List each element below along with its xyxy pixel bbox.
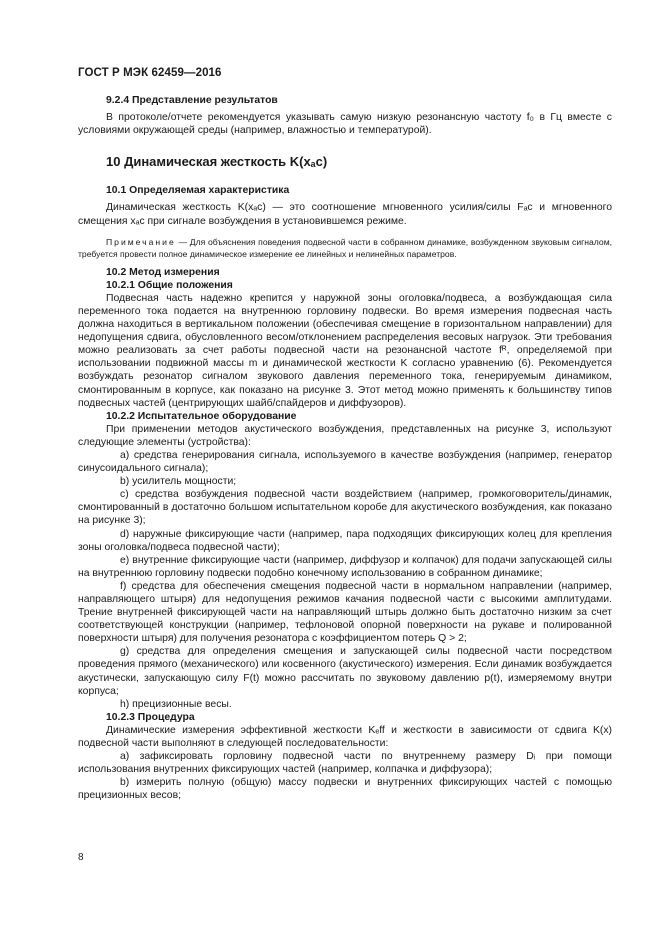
list-item: g) средства для определения смещения и запускающей силы подвесной части посредством проведения прямого (механического) или косвенного (акустического) измерения. Если динамик возбуждается акустически, запускающую силу F(t) можно рассчитать по звуковому давлению p(t), измеряемому внутри корпуса; [78,646,612,697]
list-item: с) средства возбуждения подвесной части воздействием (например, громкоговоритель/динамик, смонтированный в достаточно большом испытательном коробе для акустического возбуждения, как показано на рисунке 3); [78,489,612,527]
section-10-2-2-heading: 10.2.2 Испытательное оборудование [106,410,297,422]
section-10-2-1-paragraph: Подвесная часть надежно крепится у наружной зоны оголовка/подвеса, а возбуждающая сила переменного тока подается на внутреннюю горловину подвески. Во время измерения подвесная часть должна находиться в вертикальном положении (обеспечивая смещение в горизонтальном направлении) для недопущения сдвига, обусловленного весом/отклонением распределения весовых нагрузок. Эти требования можно реализовать за счет работы подвесной части на резонансной частоте fᴿ, определяемой при использовании подвижной массы m и динамической жесткости K согласно уравнению (6). Рекомендуется возбуждать резонатор сигналом звукового давления переменного тока, генерируемым динамиком, смонтированным в корпусе, как показано на рисунке 3. Этот метод можно применять к большинству типов подвесных частей (центрирующих шайб/спайдеров и диффузоров). [78,292,612,409]
list-item: f) средства для обеспечения смещения подвесной части в нормальном направлении (например, направляющего штыря) для недопущения режимов качания подвесной части с высокими амплитудами. Трение внутренней фиксирующей части на направляющий штырь должно быть достаточно низким за счет соответствующей конструкции (например, тефлоновой опорной поверхности на рукаве и полированной поверхности штыря) для получения резонатора с коэффициентом потерь Q > 2; [78,580,612,645]
section-10-1-paragraph: Динамическая жесткость K(xₐᴄ) — это соотношение мгновенного усилия/силы Fₐᴄ и мгновенного смещения xₐᴄ при сигнале возбуждения в установившемся режиме. [78,202,612,227]
section-10-1-note [78,236,612,260]
note-label: Примечание [106,236,176,247]
list-item: h) прецизионные весы. [120,698,232,710]
list-item: а) средства генерирования сигнала, используемого в качестве возбуждения (например, генератор синусоидального сигнала); [78,449,612,475]
note-text: — Для объяснения поведения подвесной части в собранном динамике, возбужденном звуковым сигналом, требуется провести полное динамическое измерение ее линейных и нелинейных параметров. [78,236,612,259]
section-10-2-heading: 10.2 Метод измерения [106,266,220,278]
list-item: е) внутренние фиксирующие части (например, диффузор и колпачок) для подачи запускающей силы на внутреннюю горловину подвески подобно конечному использованию в собранном динамике; [78,554,612,579]
section-10-2-1-heading: 10.2.1 Общие положения [106,279,233,291]
list-item: b) усилитель мощности; [120,476,237,488]
page-number: 8 [78,852,84,863]
section-10-2-2-intro: При применении методов акустического возбуждения, представленных на рисунке 3, используют следующие элементы (устройства): [78,423,612,448]
list-item: d) наружные фиксирующие части (например, пара подходящих фиксирующих колец для крепления зоны оголовка/подвеса подвесной части); [78,528,612,553]
section-10-2-3-heading: 10.2.3 Процедура [106,711,195,723]
section-10-1-heading: 10.1 Определяемая характеристика [106,185,290,197]
list-item: b) измерить полную (общую) массу подвески и внутренних фиксирующих частей с помощью прецизионных весов; [78,777,612,802]
section-9-2-4-paragraph: В протоколе/отчете рекомендуется указывать самую низкую резонансную частоту f₀ в Гц вместе с условиями окружающей среды (например, влажностью и температурой). [78,112,612,137]
section-10-2-3-intro: Динамические измерения эффективной жесткости Kₑff и жесткости в зависимости от сдвига K(x) подвесной части выполняют в следующей последовательности: [78,724,612,750]
standard-header: ГОСТ Р МЭК 62459—2016 [78,67,222,79]
document-body [78,94,612,803]
section-9-2-4-heading: 9.2.4 Представление результатов [106,95,278,106]
list-item: а) зафиксировать горловину подвесной части по внутреннему размеру Dᵢ при помощи использования внутренних фиксирующих частей (например, колпачка и диффузора); [78,751,612,776]
section-10-heading: 10 Динамическая жесткость K(xₐᴄ) [106,154,328,170]
